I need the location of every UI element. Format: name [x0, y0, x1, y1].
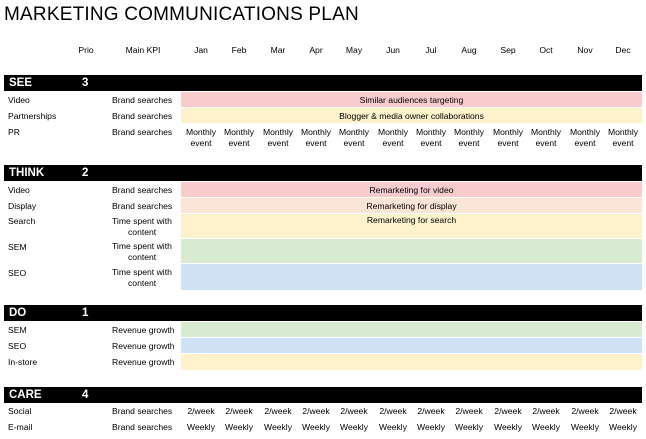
kpi-label: Brand searches — [112, 406, 173, 416]
month-cell-line2: event — [190, 138, 212, 148]
month-cell-line1: Monthly — [262, 127, 294, 137]
kpi-label: Brand searches — [112, 95, 173, 105]
channel-label: SEM — [8, 242, 27, 252]
month-cell-line1: Monthly — [338, 127, 370, 137]
month-cell: 2/week — [379, 406, 407, 416]
channel-label: E-mail — [8, 422, 33, 432]
section-name: SEE — [9, 77, 33, 89]
section-bar-do — [4, 305, 642, 321]
section-prio: 3 — [82, 77, 89, 89]
month-cell-line2: event — [305, 138, 327, 148]
activity-band — [181, 92, 642, 107]
month-cell-line1: Monthly — [569, 127, 601, 137]
band-label: Remarketing for video — [369, 184, 454, 195]
section-bar-see — [4, 75, 642, 91]
activity-band — [181, 182, 642, 197]
month-header: Aug — [461, 45, 477, 55]
band-label: Blogger & media owner collaborations — [339, 110, 484, 121]
month-header: Oct — [539, 45, 553, 55]
channel-label: Social — [8, 406, 32, 416]
month-cell: 2/week — [571, 406, 599, 416]
month-cell-line2: event — [574, 138, 596, 148]
section-bar-think — [4, 165, 642, 181]
month-cell: Weekly — [608, 422, 638, 432]
month-header: Dec — [615, 45, 631, 55]
month-cell: 2/week — [532, 406, 560, 416]
kpi-label: Brand searches — [112, 201, 173, 211]
month-cell-line2: event — [382, 138, 404, 148]
month-cell-line2: event — [343, 138, 365, 148]
channel-label: In-store — [8, 357, 38, 367]
month-cell: 2/week — [340, 406, 368, 416]
kpi-label-line2: content — [128, 278, 157, 288]
month-header: Jul — [425, 45, 437, 55]
activity-band — [181, 264, 642, 290]
month-cell: 2/week — [187, 406, 215, 416]
kpi-label-line1: Time spent with — [112, 267, 172, 277]
section-name: DO — [9, 307, 27, 319]
activity-band — [181, 198, 642, 213]
month-cell: 2/week — [225, 406, 253, 416]
kpi-label: Revenue growth — [112, 357, 175, 367]
kpi-label-line1: Time spent with — [112, 216, 172, 226]
month-cell: 2/week — [417, 406, 445, 416]
month-header: Jan — [194, 45, 208, 55]
month-cell-line1: Monthly — [185, 127, 217, 137]
activity-band — [181, 108, 642, 123]
activity-band — [181, 214, 642, 238]
section-name: THINK — [9, 167, 45, 179]
month-cell: 2/week — [302, 406, 330, 416]
channel-label: Display — [8, 201, 37, 211]
channel-label: SEO — [8, 268, 27, 278]
channel-label: Video — [8, 185, 30, 195]
month-header: Jun — [386, 45, 400, 55]
section-bar-care — [4, 387, 642, 403]
month-cell-line1: Monthly — [415, 127, 447, 137]
kpi-label: Revenue growth — [112, 325, 175, 335]
month-cell: Weekly — [224, 422, 254, 432]
month-cell-line2: event — [458, 138, 480, 148]
month-cell-line1: Monthly — [530, 127, 562, 137]
month-header: Feb — [231, 45, 247, 55]
activity-band — [181, 354, 642, 370]
month-cell-line2: event — [420, 138, 442, 148]
month-cell: Weekly — [339, 422, 369, 432]
activity-band — [181, 338, 642, 353]
header-main-kpi: Main KPI — [125, 45, 161, 55]
activity-band — [181, 239, 642, 263]
month-cell-line1: Monthly — [223, 127, 255, 137]
channel-label: SEM — [8, 325, 27, 335]
section-prio: 2 — [82, 167, 89, 179]
month-cell: 2/week — [455, 406, 483, 416]
month-cell: Weekly — [263, 422, 293, 432]
month-header: Nov — [577, 45, 593, 55]
section-prio: 1 — [82, 307, 89, 319]
month-cell-line2: event — [497, 138, 519, 148]
kpi-label: Brand searches — [112, 127, 173, 137]
month-header: May — [345, 45, 363, 55]
kpi-label: Brand searches — [112, 185, 173, 195]
month-cell-line1: Monthly — [607, 127, 639, 137]
month-cell-line1: Monthly — [492, 127, 524, 137]
section-name: CARE — [9, 389, 42, 401]
kpi-label: Brand searches — [112, 111, 173, 121]
month-cell: Weekly — [186, 422, 216, 432]
month-cell: Weekly — [301, 422, 331, 432]
section-prio: 4 — [82, 389, 89, 401]
month-header: Sep — [500, 45, 516, 55]
month-cell: 2/week — [609, 406, 637, 416]
month-header: Mar — [270, 45, 286, 55]
month-cell: 2/week — [494, 406, 522, 416]
month-cell-line1: Monthly — [377, 127, 409, 137]
page-title: MARKETING COMMUNICATIONS PLAN — [4, 4, 359, 25]
month-cell-line1: Monthly — [453, 127, 485, 137]
channel-label: PR — [8, 127, 20, 137]
kpi-label-line1: Time spent with — [112, 241, 172, 251]
band-label: Similar audiences targeting — [359, 94, 464, 105]
month-cell: Weekly — [416, 422, 446, 432]
month-cell: 2/week — [264, 406, 292, 416]
month-cell-line1: Monthly — [300, 127, 332, 137]
kpi-label-line2: content — [128, 252, 157, 262]
kpi-label: Revenue growth — [112, 341, 175, 351]
month-cell-line2: event — [612, 138, 634, 148]
month-cell: Weekly — [493, 422, 523, 432]
month-cell: Weekly — [570, 422, 600, 432]
month-cell: Weekly — [378, 422, 408, 432]
channel-label: SEO — [8, 341, 27, 351]
month-cell-line2: event — [535, 138, 557, 148]
month-cell-line2: event — [267, 138, 289, 148]
month-cell: Weekly — [531, 422, 561, 432]
month-header: Apr — [309, 45, 323, 55]
channel-label: Search — [8, 216, 36, 226]
activity-band — [181, 322, 642, 337]
band-label: Remarketing for display — [366, 200, 457, 211]
header-prio: Prio — [78, 45, 94, 55]
channel-label: Partnerships — [8, 111, 57, 121]
month-cell: Weekly — [454, 422, 484, 432]
month-cell-line2: event — [228, 138, 250, 148]
channel-label: Video — [8, 95, 30, 105]
band-label: Remarketing for search — [366, 215, 457, 225]
kpi-label: Brand searches — [112, 422, 173, 432]
kpi-label-line2: content — [128, 227, 157, 237]
